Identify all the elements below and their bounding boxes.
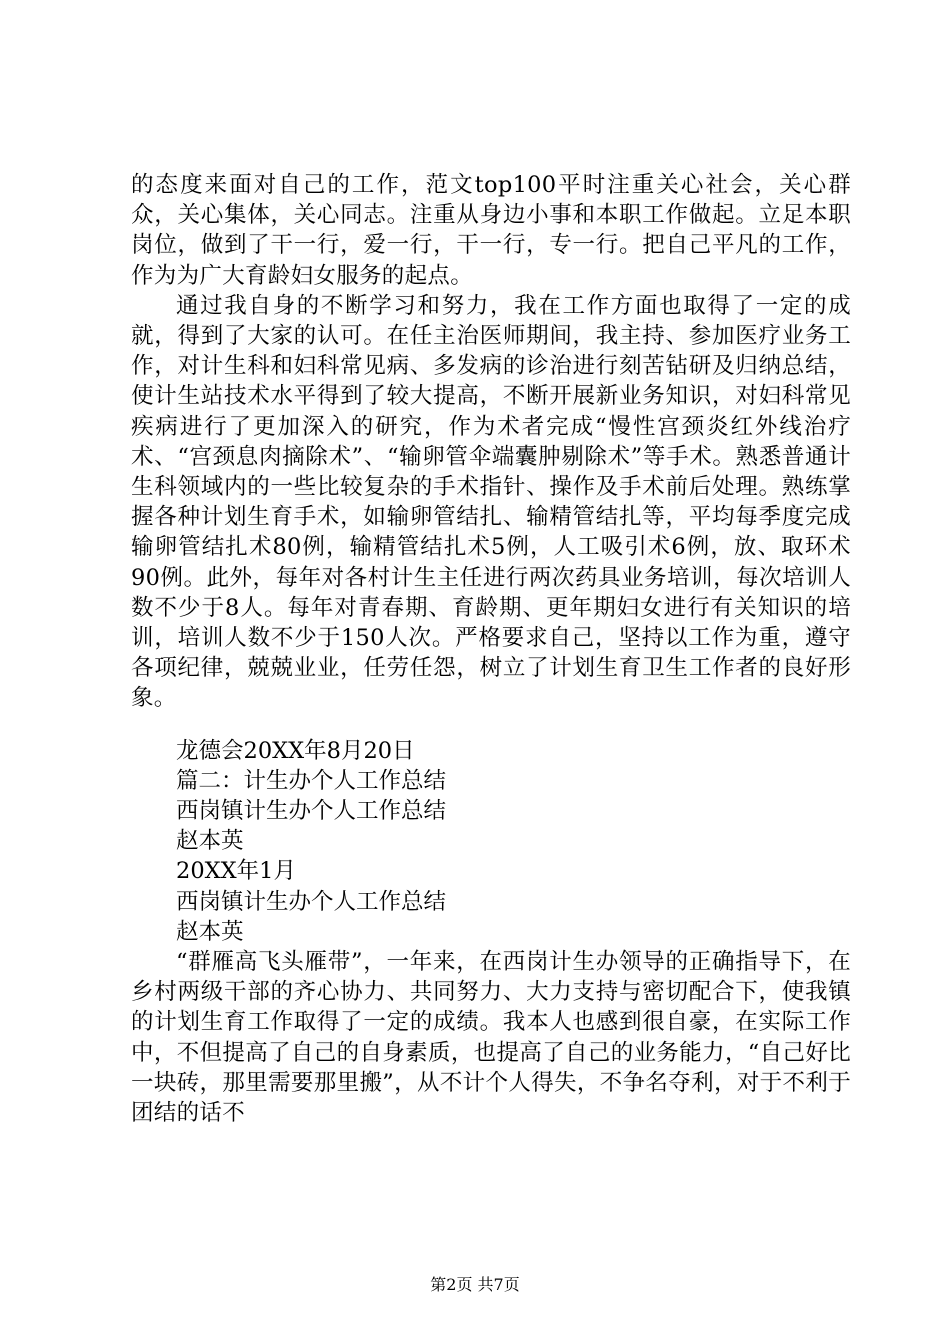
paragraph-2: 通过我自身的不断学习和努力，我在工作方面也取得了一定的成就，得到了大家的认可。在任主治医师期间，我主持、参加医疗业务工作，对计生科和妇科常见病、多发病的诊治进行刻苦钻研及归纳总结，使计生站技术水平得到了较大提高，不断开展新业务知识，对妇科常见疾病进行了更加深入的研究，作为术者完成“慢性宫颈炎红外线治疗术、“宫颈息肉摘除术”、“输卵管伞端囊肿剔除术”等手术。熟悉普通计生科领域内的一些比较复杂的手术指针、操作及手术前后处理。熟练掌握各种计划生育手术，如输卵管结扎、输精管结扎等，平均每季度完成输卵管结扎术80例，输精管结扎术5例，人工吸引术6例，放、取环术90例。此外，每年对各村计生主任进行两次药具业务培训，每次培训人数不少于8人。每年对青春期、育龄期、更年期妇女进行有关知识的培训，培训人数不少于150人次。严格要求自己，坚持以工作为重，遵守各项纪律，兢兢业业，任劳任怨，树立了计划生育卫生工作者的良好形象。 [131,292,851,712]
document-body [131,170,851,1128]
document-title: 西岗镇计生办个人工作总结 [176,798,447,825]
paragraph-3: “群雁高飞头雁带”，一年来，在西岗计生办领导的正确指导下，在乡村两级干部的齐心协力、共同努力、大力支持与密切配合下，使我镇的计划生育工作取得了一定的成绩。我本人也感到很自豪，在实际工作中，不但提高了自己的自身素质，也提高了自己的业务能力，“自己好比一块砖，那里需要那里搬”，从不计个人得失，不争名夺利，对于不利于团结的话不 [131,949,851,1127]
author-name-repeat: 赵本英 [176,918,244,945]
section-heading: 篇二：计生办个人工作总结 [176,767,447,794]
signature-and-title-block [131,736,851,947]
signature-date-line: 龙德会20XX年8月20日 [176,737,415,764]
document-title-repeat: 西岗镇计生办个人工作总结 [176,888,447,915]
page-footer: 第2页 共7页 [430,1275,520,1294]
document-date: 20XX年1月 [176,858,296,885]
paragraph-1: 的态度来面对自己的工作，范文top100平时注重关心社会，关心群众，关心集体，关心同志。注重从身边小事和本职工作做起。立足本职岗位，做到了干一行，爱一行，干一行，专一行。把自己平凡的工作，作为为广大育龄妇女服务的起点。 [131,172,851,289]
author-name: 赵本英 [176,828,244,855]
